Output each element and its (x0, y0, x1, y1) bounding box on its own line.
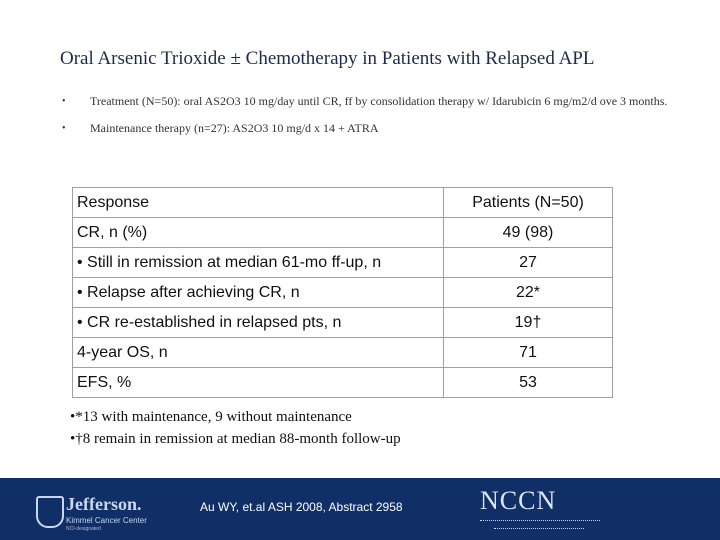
bullet-marker: • (62, 96, 66, 107)
footer-bar (0, 478, 720, 540)
header-response: Response (73, 188, 444, 218)
table-row (73, 338, 613, 368)
bullet-list (62, 94, 682, 148)
header-patients: Patients (N=50) (444, 188, 613, 218)
shield-icon (36, 496, 64, 528)
logo-subtitle: Kimmel Cancer Center (66, 516, 147, 525)
citation: Au WY, et.al ASH 2008, Abstract 2958 (200, 500, 403, 514)
row-label: • Relapse after achieving CR, n (73, 278, 444, 308)
footnote: •†8 remain in remission at median 88-month follow-up (70, 431, 401, 447)
logo-designation: NCI-designated (66, 526, 101, 532)
footnotes (70, 406, 401, 450)
row-label: • Still in remission at median 61-mo ff-up, n (73, 248, 444, 278)
footnote: •*13 with maintenance, 9 without maintenance (70, 409, 352, 425)
row-label: • CR re-established in relapsed pts, n (73, 308, 444, 338)
table-row (73, 278, 613, 308)
row-value: 71 (444, 338, 613, 368)
bullet-text: Treatment (N=50): oral AS2O3 10 mg/day until CR, ff by consolidation therapy w/ Idarubicin 6 mg/m2/d ove 3 months. (90, 94, 668, 108)
table-row (73, 248, 613, 278)
row-label: CR, n (%) (73, 218, 444, 248)
nccn-logo (480, 486, 556, 516)
row-value: 53 (444, 368, 613, 398)
row-label: EFS, % (73, 368, 444, 398)
bullet-item (62, 94, 682, 109)
response-table (72, 187, 613, 398)
row-value: 49 (98) (444, 218, 613, 248)
row-value: 27 (444, 248, 613, 278)
logo-underline (480, 520, 600, 524)
bullet-marker: • (62, 123, 66, 134)
logo-underline (494, 528, 584, 532)
row-value: 19† (444, 308, 613, 338)
table-row (73, 218, 613, 248)
bullet-text: Maintenance therapy (n=27): AS2O3 10 mg/d x 14 + ATRA (90, 121, 379, 135)
row-value: 22* (444, 278, 613, 308)
table-row (73, 368, 613, 398)
jefferson-logo (36, 494, 166, 534)
slide-title: Oral Arsenic Trioxide ± Chemotherapy in Patients with Relapsed APL (60, 48, 595, 69)
logo-name: Jefferson. (66, 494, 142, 514)
row-label: 4-year OS, n (73, 338, 444, 368)
nccn-logo-text: NCCN (480, 486, 557, 515)
bullet-item (62, 121, 682, 136)
table-row (73, 308, 613, 338)
table-header-row (73, 188, 613, 218)
